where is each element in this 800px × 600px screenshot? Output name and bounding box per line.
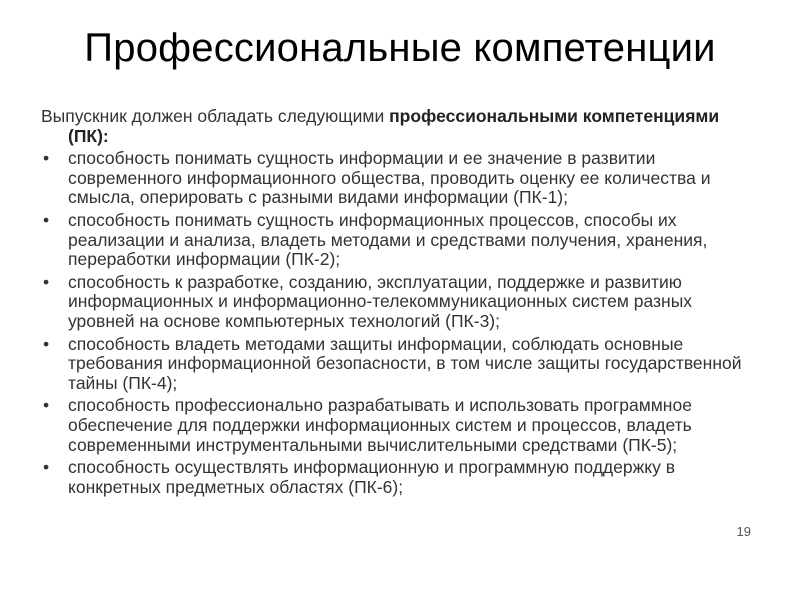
- list-item-text: способность осуществлять информационную и программную поддержку в конкретных предметных областях (ПК-6);: [68, 457, 676, 497]
- intro-text: Выпускник должен обладать следующими: [41, 106, 390, 126]
- intro-bold-text: профессиональными компетенциями (ПК):: [68, 106, 720, 146]
- list-item-text: способность к разработке, созданию, эксплуатации, поддержке и развитию информационных и информационно-телекоммуникационных систем разных уровней на основе компьютерных технологий (ПК-3);: [68, 271, 693, 331]
- list-item: [41, 149, 756, 208]
- list-item: [41, 273, 756, 332]
- list-item-text: способность понимать сущность информации и ее значение в развитии современного информационного общества, проводить оценку ее количества и смысла, оперировать с разными видами информации (ПК-1);: [68, 148, 711, 208]
- bullet-icon: •: [43, 395, 50, 416]
- list-item: [41, 458, 756, 497]
- bullet-icon: •: [43, 333, 50, 354]
- bullet-icon: •: [43, 209, 50, 230]
- page-number: 19: [736, 524, 751, 539]
- list-item-text: способность понимать сущность информационных процессов, способы их реализации и анализа, владеть методами и средствами получения, хранения, переработки информации (ПК-2);: [68, 209, 708, 270]
- list-item: [41, 211, 756, 270]
- intro-paragraph: [41, 107, 756, 146]
- bullet-icon: •: [43, 457, 50, 478]
- list-item: [41, 335, 756, 394]
- competency-list: [41, 149, 756, 497]
- slide-title: Профессиональные компетенции: [84, 26, 716, 70]
- list-item: [41, 396, 756, 455]
- list-item-text: способность профессионально разрабатывать и использовать программное обеспечение для поддержки информационных систем и процессов, владеть современными инструментальными вычислительными средствами (ПК-5);: [68, 395, 692, 455]
- bullet-icon: •: [43, 148, 50, 169]
- slide-body: [41, 107, 756, 497]
- list-item-text: способность владеть методами защиты информации, соблюдать основные требования информационной безопасности, в том числе защиты государственной тайны (ПК-4);: [68, 333, 742, 393]
- bullet-icon: •: [43, 271, 50, 292]
